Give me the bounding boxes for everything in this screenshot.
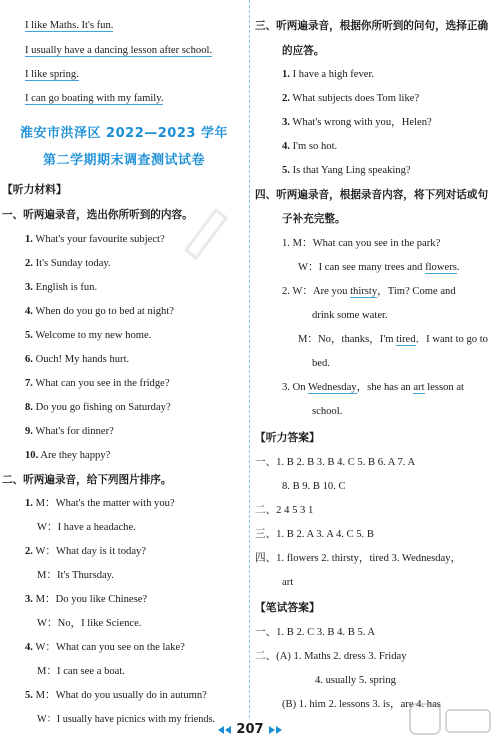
answer-line: I usually have a dancing lesson after school. bbox=[25, 45, 213, 56]
dialogue-line: W：I usually have picnics with my friends. bbox=[37, 714, 215, 725]
dialogue-line: 4. W：What can you see on the lake? bbox=[25, 642, 185, 653]
list-item: 2. What subjects does Tom like? bbox=[282, 93, 420, 104]
answer-row: 二、(A) 1. Maths 2. dress 3. Friday bbox=[255, 651, 407, 662]
list-item: 5. Welcome to my new home. bbox=[25, 330, 152, 341]
right-column bbox=[253, 0, 500, 720]
dialogue-line: 5. M：What do you usually do in autumn? bbox=[25, 690, 207, 701]
left-column bbox=[0, 0, 248, 725]
exam-title-line-2: 第二学期期末调查测试试卷 bbox=[42, 153, 205, 168]
answer-row: 三、1. B 2. A 3. A 4. C 5. B bbox=[255, 529, 374, 540]
list-item: 9. What's for dinner? bbox=[25, 426, 114, 437]
dialogue-line: W：No，I like Science. bbox=[37, 618, 142, 629]
page-number: 207 bbox=[0, 722, 500, 737]
list-item: 3. What's wrong with you，Helen? bbox=[282, 117, 432, 128]
list-item: 7. What can you see in the fridge? bbox=[25, 378, 170, 389]
listening-material-heading: 【听力材料】 bbox=[2, 183, 67, 196]
answer-line: I like Maths. It's fun. bbox=[25, 20, 114, 31]
answer-row: (B) 1. him 2. lessons 3. is，are 4. has bbox=[282, 699, 441, 710]
section-1-heading: 一、听两遍录音，选出你所听到的内容。 bbox=[2, 209, 193, 221]
list-item: 6. Ouch! My hands hurt. bbox=[25, 354, 130, 365]
list-item: 2. It's Sunday today. bbox=[25, 258, 111, 269]
dialogue-line: 2. W：Are you thirsty，Tim? Come and bbox=[282, 286, 456, 297]
triangle-right-icon bbox=[269, 726, 275, 734]
answer-row: 一、1. B 2. B 3. B 4. C 5. B 6. A 7. A bbox=[255, 457, 416, 468]
section-4-heading-cont: 子补充完整。 bbox=[282, 213, 346, 225]
dialogue-line: 1. M：What's the matter with you? bbox=[25, 498, 175, 509]
dialogue-line: school. bbox=[312, 406, 343, 417]
triangle-left-icon bbox=[225, 726, 231, 734]
dialogue-line: M：I can see a boat. bbox=[37, 666, 125, 677]
section-4-heading: 四、听两遍录音，根据录音内容，将下列对话或句 bbox=[255, 189, 489, 201]
dialogue-line: 2. W：What day is it today? bbox=[25, 546, 147, 557]
dialogue-line: W：I can see many trees and flowers. bbox=[298, 262, 460, 273]
dialogue-line: W：I have a headache. bbox=[37, 522, 136, 533]
list-item: 8. Do you go fishing on Saturday? bbox=[25, 402, 171, 413]
list-item: 1. What's your favourite subject? bbox=[25, 234, 165, 245]
dialogue-line: drink some water. bbox=[312, 310, 388, 321]
list-item: 1. I have a high fever. bbox=[282, 69, 375, 80]
listening-answers-heading: 【听力答案】 bbox=[255, 431, 320, 444]
answer-line: I like spring. bbox=[25, 69, 79, 80]
section-3-heading-cont: 的应答。 bbox=[282, 45, 325, 57]
dialogue-line: 3. On Wednesday，she has an art lesson at bbox=[282, 382, 464, 393]
answer-row: 二、2 4 5 3 1 bbox=[255, 505, 314, 516]
written-answers-heading: 【笔试答案】 bbox=[255, 601, 320, 614]
column-divider bbox=[249, 0, 250, 718]
section-3-heading: 三、听两遍录音，根据你所听到的问句，选择正确 bbox=[255, 20, 489, 32]
answer-line: I can go boating with my family. bbox=[25, 93, 164, 104]
list-item: 5. Is that Yang Ling speaking? bbox=[282, 165, 411, 176]
list-item: 10. Are they happy? bbox=[25, 450, 111, 461]
dialogue-line: 1. M：What can you see in the park? bbox=[282, 238, 441, 249]
answer-row: 8. B 9. B 10. C bbox=[282, 481, 346, 492]
dialogue-line: M：It's Thursday. bbox=[37, 570, 114, 581]
section-2-heading: 二、听两遍录音，给下列图片排序。 bbox=[2, 474, 172, 486]
corner-watermark-icon bbox=[406, 700, 496, 744]
triangle-right-icon bbox=[276, 726, 282, 734]
list-item: 3. English is fun. bbox=[25, 282, 98, 293]
triangle-left-icon bbox=[218, 726, 224, 734]
dialogue-line: 3. M：Do you like Chinese? bbox=[25, 594, 148, 605]
list-item: 4. I'm so hot. bbox=[282, 141, 338, 152]
pencil-watermark-icon bbox=[176, 200, 236, 260]
dialogue-line: M：No，thanks，I'm tired．I want to go to bbox=[298, 334, 488, 345]
dialogue-line: bed. bbox=[312, 358, 330, 369]
answer-row: 一、1. B 2. C 3. B 4. B 5. A bbox=[255, 627, 376, 638]
exam-title-line-1: 淮安市洪泽区 2022—2023 学年 bbox=[20, 126, 228, 141]
answer-row: 四、1. flowers 2. thirsty，tired 3. Wednesday， bbox=[255, 553, 462, 564]
answer-row: 4. usually 5. spring bbox=[315, 675, 396, 686]
list-item: 4. When do you go to bed at night? bbox=[25, 306, 174, 317]
answer-row: art bbox=[282, 577, 294, 588]
